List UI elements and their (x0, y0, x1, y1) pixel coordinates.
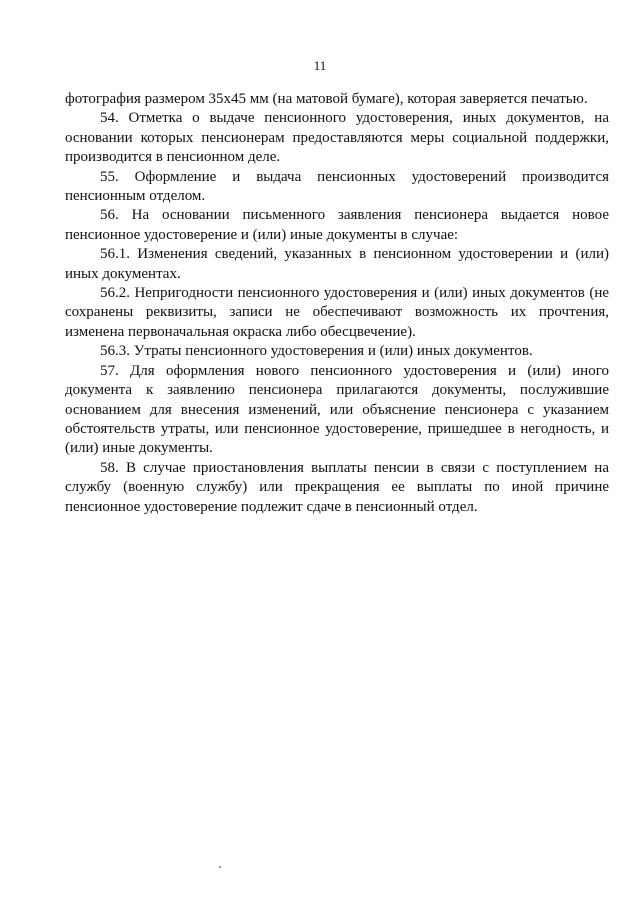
paragraph-56-2: 56.2. Непригодности пенсионного удостоверения и (или) иных документов (не сохранены реквизиты, записи не обеспечивают возможность их прочтения, изменена первоначальная окраска либо обесцвечение). (65, 285, 609, 340)
document-body (65, 90, 609, 517)
paragraph-56: 56. На основании письменного заявления пенсионера выдается новое пенсионное удостоверение и (или) иные документы в случае: (65, 207, 609, 243)
paragraph-continuation: фотография размером 35х45 мм (на матовой бумаге), которая заверяется печатью. (65, 91, 588, 107)
paragraph-57: 57. Для оформления нового пенсионного удостоверения и (или) иного документа к заявлению пенсионера прилагаются документы, послужившие основанием для внесения изменений, или объяснение пенсионера с указанием обстоятельств утраты, или пенсионное удостоверение, пришедшее в негодность, и (или) иные документы. (65, 362, 609, 457)
paragraph-58: 58. В случае приостановления выплаты пенсии в связи с поступлением на службу (военную службу) или прекращения ее выплаты по иной причине пенсионное удостоверение подлежит сдаче в пенсионный отдел. (65, 459, 609, 515)
paragraph-55: 55. Оформление и выдача пенсионных удостоверений производится пенсионным отделом. (65, 168, 609, 205)
paragraph-56-3: 56.3. Утраты пенсионного удостоверения и (или) иных документов. (100, 343, 533, 360)
scan-speck (219, 866, 221, 868)
paragraph-54: 54. Отметка о выдаче пенсионного удостоверения, иных документов, на основании которых пенсионерам предоставляются меры социальной поддержки, производится в пенсионном деле. (65, 110, 609, 166)
page-number: 11 (313, 58, 327, 73)
paragraph-56-1: 56.1. Изменения сведений, указанных в пенсионном удостоверении и (или) иных документах. (65, 246, 609, 282)
